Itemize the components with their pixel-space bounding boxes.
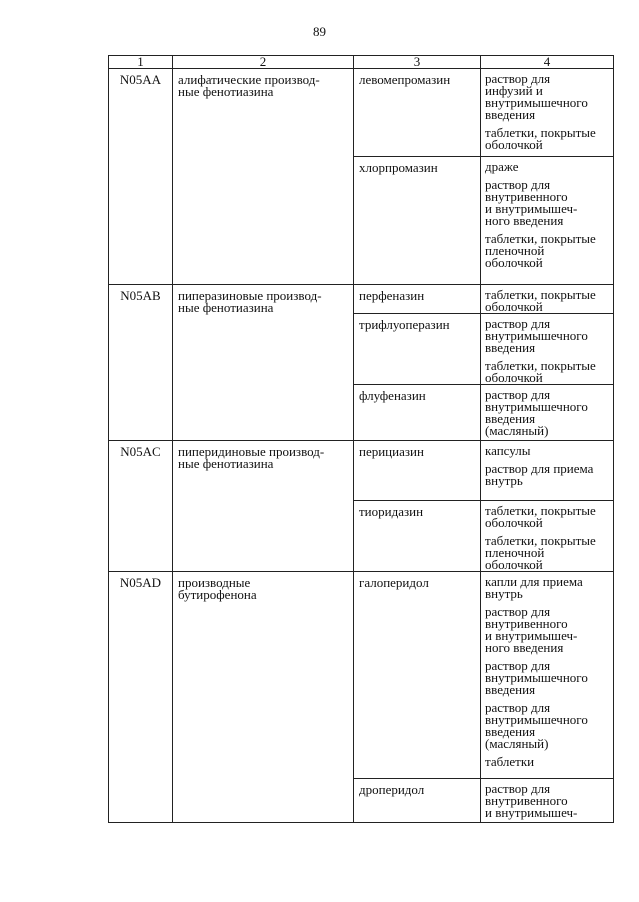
header-cell-1: 1 bbox=[109, 56, 173, 69]
drug-table-body bbox=[109, 56, 614, 823]
drug-name-cell: флуфеназин bbox=[354, 385, 481, 441]
dosage-form: раствор для внутривенного и внутримышеч- ного введения bbox=[485, 604, 578, 655]
dosage-forms-cell bbox=[481, 385, 614, 441]
group-name-cell: производные бутирофенона bbox=[173, 572, 354, 823]
dosage-form: таблетки, покрытые пленочной оболочкой bbox=[485, 231, 596, 270]
drug-table bbox=[108, 55, 614, 823]
drug-name-cell: трифлуоперазин bbox=[354, 314, 481, 385]
header-row bbox=[109, 56, 614, 69]
page-number: 89 bbox=[313, 24, 326, 39]
dosage-forms-cell bbox=[481, 572, 614, 779]
dosage-forms-cell bbox=[481, 69, 614, 157]
dosage-forms-cell bbox=[481, 441, 614, 501]
header-cell-2: 2 bbox=[173, 56, 354, 69]
group-name-cell: пиперазиновые производ- ные фенотиазина bbox=[173, 285, 354, 441]
group-name-cell: пиперидиновые производ- ные фенотиазина bbox=[173, 441, 354, 572]
dosage-form: раствор для инфузий и внутримышечного введения bbox=[485, 71, 588, 122]
dosage-form: раствор для внутривенного и внутримышеч- bbox=[485, 781, 578, 820]
table-row bbox=[109, 285, 614, 314]
table-row bbox=[109, 69, 614, 157]
dosage-form: раствор для внутримышечного введения bbox=[485, 316, 588, 355]
dosage-form: раствор для внутримышечного введения bbox=[485, 658, 588, 697]
drug-name-cell: тиоридазин bbox=[354, 501, 481, 572]
atc-code-cell: N05AD bbox=[109, 572, 173, 823]
dosage-forms-cell bbox=[481, 157, 614, 285]
dosage-forms-cell bbox=[481, 285, 614, 314]
atc-code-cell: N05AC bbox=[109, 441, 173, 572]
header-cell-4: 4 bbox=[481, 56, 614, 69]
dosage-form: раствор для внутримышечного введения (масляный) bbox=[485, 387, 588, 438]
table-row bbox=[109, 572, 614, 779]
dosage-forms-cell bbox=[481, 314, 614, 385]
dosage-form: драже bbox=[485, 159, 519, 174]
atc-code-cell: N05AA bbox=[109, 69, 173, 285]
drug-name-cell: дроперидол bbox=[354, 779, 481, 823]
dosage-form: таблетки bbox=[485, 754, 535, 769]
table-row bbox=[109, 441, 614, 501]
drug-name-cell: перфеназин bbox=[354, 285, 481, 314]
drug-name-cell: перициазин bbox=[354, 441, 481, 501]
drug-name-cell: хлорпромазин bbox=[354, 157, 481, 285]
dosage-form: раствор для приема внутрь bbox=[485, 461, 594, 488]
dosage-form: раствор для внутримышечного введения (масляный) bbox=[485, 700, 588, 751]
dosage-form: капсулы bbox=[485, 443, 531, 458]
dosage-form: раствор для внутривенного и внутримышеч- ного введения bbox=[485, 177, 578, 228]
dosage-form: таблетки, покрытые оболочкой bbox=[485, 503, 596, 530]
header-cell-3: 3 bbox=[354, 56, 481, 69]
dosage-forms-cell bbox=[481, 779, 614, 823]
dosage-form: таблетки, покрытые оболочкой bbox=[485, 125, 596, 152]
dosage-form: капли для приема внутрь bbox=[485, 574, 583, 601]
drug-name-cell: галоперидол bbox=[354, 572, 481, 779]
atc-code-cell: N05AB bbox=[109, 285, 173, 441]
dosage-form: таблетки, покрытые оболочкой bbox=[485, 287, 596, 314]
dosage-forms-cell bbox=[481, 501, 614, 572]
drug-name-cell: левомепромазин bbox=[354, 69, 481, 157]
dosage-form: таблетки, покрытые оболочкой bbox=[485, 358, 596, 385]
group-name-cell: алифатические производ- ные фенотиазина bbox=[173, 69, 354, 285]
dosage-form: таблетки, покрытые пленочной оболочкой bbox=[485, 533, 596, 572]
